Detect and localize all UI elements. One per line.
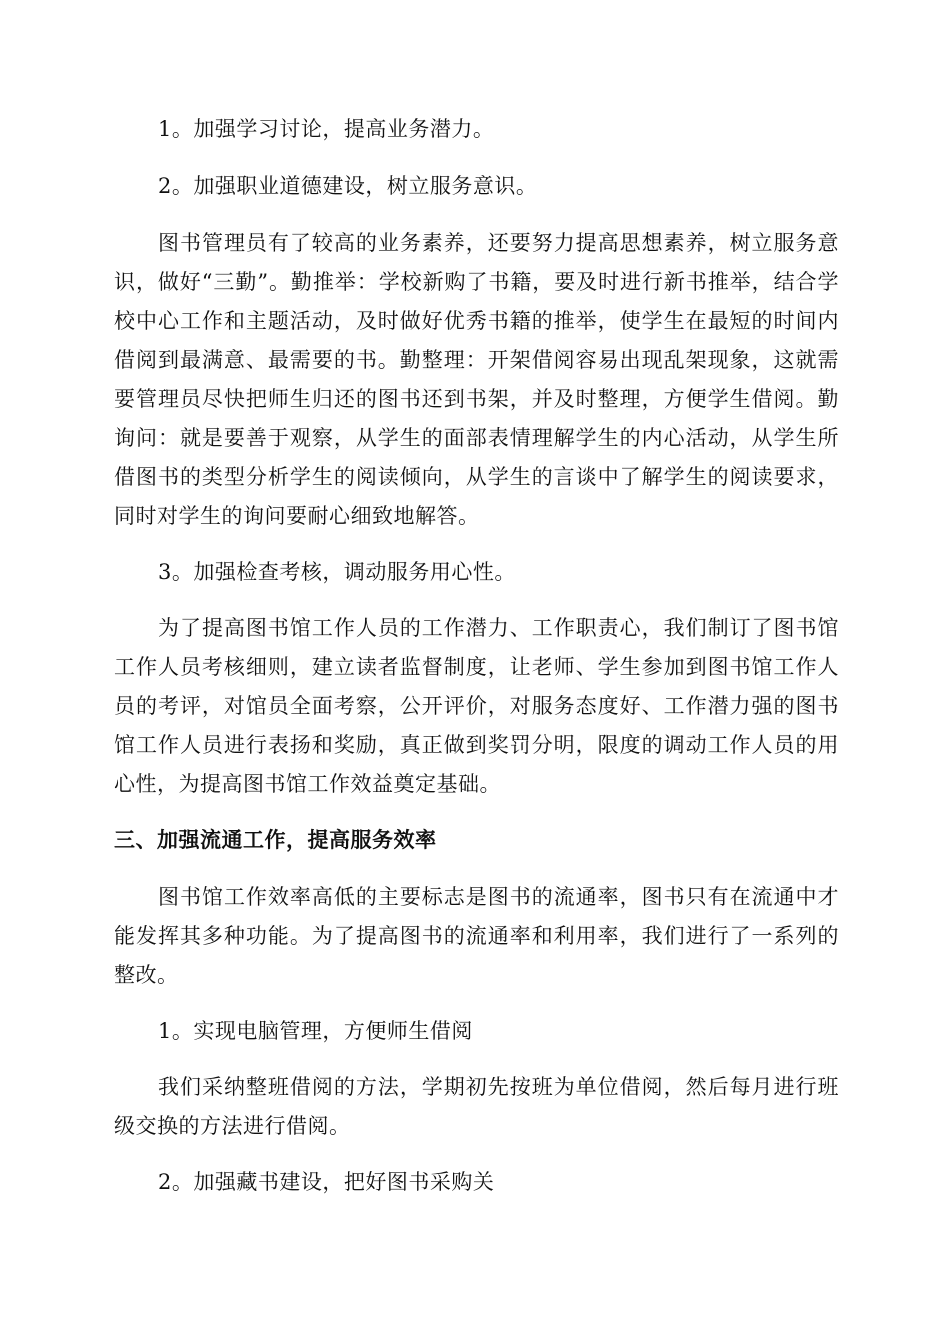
list-item-professional-ethics: 2。加强职业道德建设，树立服务意识。 — [158, 174, 538, 198]
list-item-study-discussion: 1。加强学习讨论，提高业务潜力。 — [158, 117, 495, 141]
list-item-collection-building: 2。加强藏书建设，把好图书采购关 — [158, 1170, 495, 1194]
document-body — [114, 110, 839, 1202]
paragraph-class-borrowing: 我们采纳整班借阅的方法，学期初先按班为单位借阅，然后每月进行班级交换的方法进行借阅。 — [114, 1075, 839, 1138]
list-item-computer-management: 1。实现电脑管理，方便师生借阅 — [158, 1019, 473, 1043]
paragraph-service-awareness: 图书管理员有了较高的业务素养，还要努力提高思想素养，树立服务意识，做好“三勤”。勤推举：学校新购了书籍，要及时进行新书推举，结合学校中心工作和主题活动，及时做好优秀书籍的推举，使学生在最短的时间内借阅到最满意、最需要的书。勤整理：开架借阅容易出现乱架现象，这就需要管理员尽快把师生归还的图书还到书架，并及时整理，方便学生借阅。勤询问：就是要善于观察，从学生的面部表情理解学生的内心活动，从学生所借图书的类型分析学生的阅读倾向，从学生的言谈中了解学生的阅读要求，同时对学生的询问要耐心细致地解答。 — [114, 231, 839, 528]
paragraph-assessment-rules: 为了提高图书馆工作人员的工作潜力、工作职责心，我们制订了图书馆工作人员考核细则，建立读者监督制度，让老师、学生参加到图书馆工作人员的考评，对馆员全面考察，公开评价，对服务态度好、工作潜力强的图书馆工作人员进行表扬和奖励，真正做到奖罚分明，限度的调动工作人员的用心性，为提高图书馆工作效益奠定基础。 — [114, 616, 839, 796]
list-item-inspection-assessment: 3。加强检查考核，调动服务用心性。 — [158, 560, 516, 584]
section-heading-circulation: 三、加强流通工作，提高服务效率 — [114, 828, 437, 852]
paragraph-circulation-rate: 图书馆工作效率高低的主要标志是图书的流通率，图书只有在流通中才能发挥其多种功能。为了提高图书的流通率和利用率，我们进行了一系列的整改。 — [114, 885, 839, 987]
